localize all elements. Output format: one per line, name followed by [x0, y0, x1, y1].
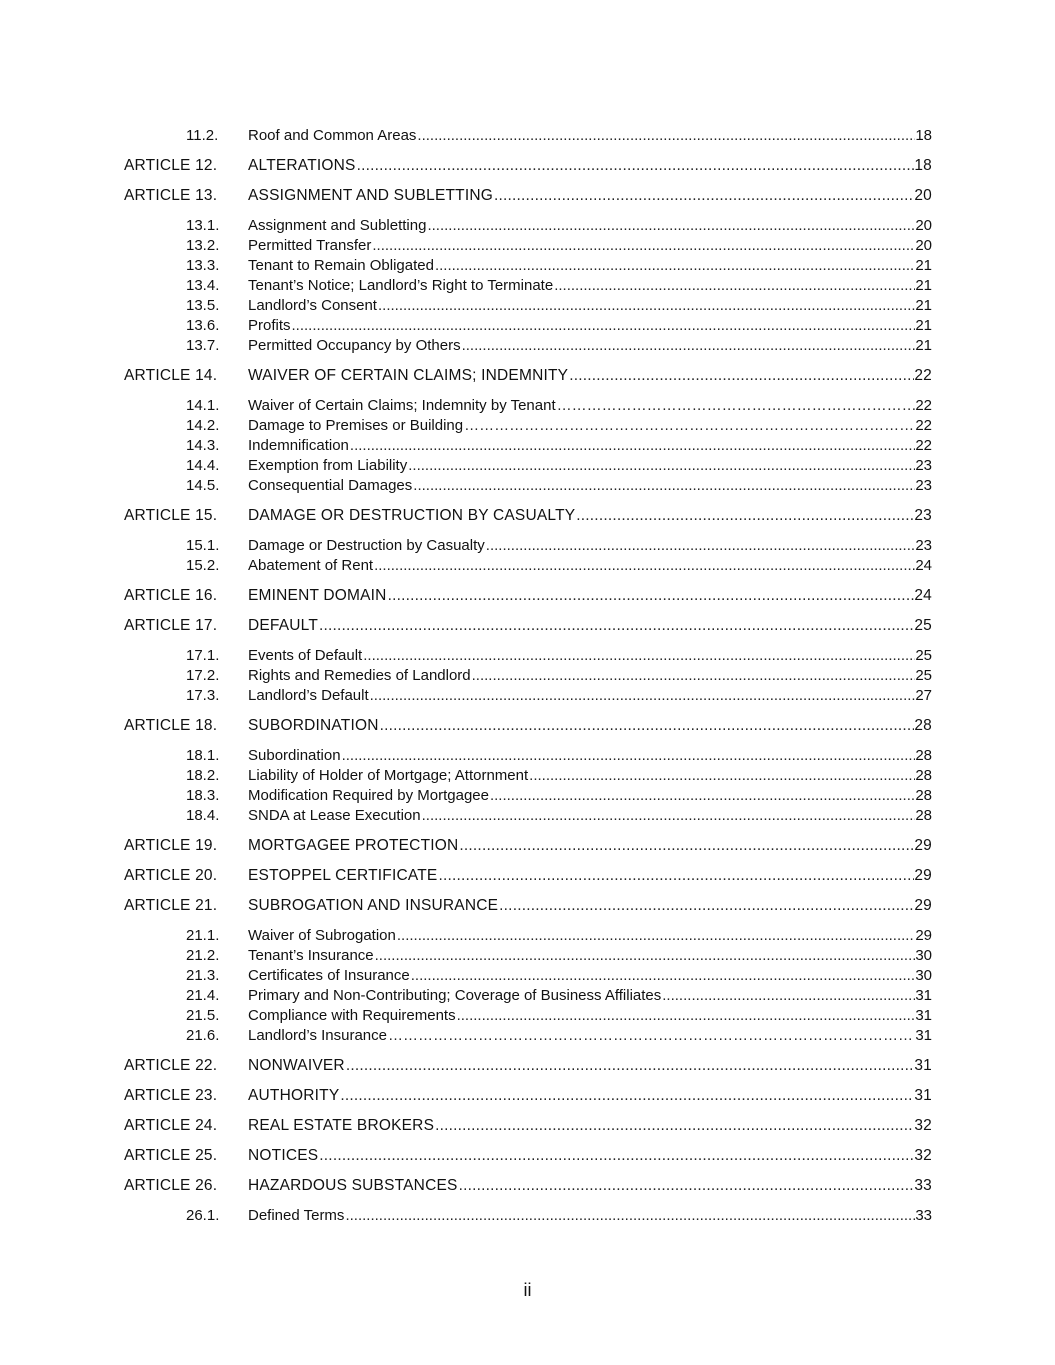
toc-entry-title: Landlord’s Default — [248, 687, 369, 704]
toc-entry-number: 17.3. — [186, 687, 220, 704]
toc-entry-number: ARTICLE 18. — [124, 717, 218, 734]
toc-section-entry[interactable] — [124, 476, 932, 496]
toc-entry-line — [248, 966, 932, 986]
toc-article-entry[interactable] — [124, 1056, 932, 1076]
dot-leader — [340, 1086, 914, 1106]
dot-leader — [554, 276, 915, 296]
dot-leader — [472, 666, 916, 686]
toc-article-entry[interactable] — [124, 366, 932, 386]
toc-entry-page: 21 — [915, 257, 932, 274]
toc-entry-line — [248, 216, 932, 236]
toc-entry-page: 30 — [915, 967, 932, 984]
toc-entry-title: DEFAULT — [248, 617, 319, 634]
toc-entry-line — [248, 256, 932, 276]
toc-entry-page: 24 — [914, 587, 932, 604]
toc-entry-page: 29 — [915, 927, 932, 944]
toc-entry-page: 20 — [914, 187, 932, 204]
toc-section-entry[interactable] — [124, 536, 932, 556]
dot-leader — [417, 126, 915, 146]
dot-leader — [342, 746, 916, 766]
toc-section-entry[interactable] — [124, 216, 932, 236]
dot-leader — [350, 436, 915, 456]
toc-entry-page: 31 — [914, 1087, 932, 1104]
toc-entry-title: AUTHORITY — [248, 1087, 340, 1104]
toc-entry-title: Permitted Transfer — [248, 237, 372, 254]
toc-entry-line — [248, 126, 932, 146]
dot-leader — [388, 1026, 915, 1046]
toc-entry-page: 31 — [915, 987, 932, 1004]
toc-entry-line — [248, 986, 932, 1006]
toc-section-entry[interactable] — [124, 966, 932, 986]
toc-entry-title: Indemnification — [248, 437, 349, 454]
toc-entry-line — [248, 946, 932, 966]
toc-entry-line — [248, 396, 932, 416]
toc-section-entry[interactable] — [124, 926, 932, 946]
toc-section-entry[interactable] — [124, 666, 932, 686]
toc-entry-title: Defined Terms — [248, 1207, 345, 1224]
toc-entry-page: 21 — [915, 277, 932, 294]
dot-leader — [375, 946, 916, 966]
toc-entry-number: ARTICLE 21. — [124, 897, 218, 914]
dot-leader — [397, 926, 915, 946]
toc-entry-page: 18 — [915, 127, 932, 144]
toc-entry-number: 15.2. — [186, 557, 220, 574]
toc-entry-number: 17.2. — [186, 667, 220, 684]
toc-entry-line — [248, 1206, 932, 1226]
toc-entry-number: ARTICLE 12. — [124, 157, 218, 174]
dot-leader — [576, 506, 914, 526]
dot-leader — [370, 686, 916, 706]
toc-entry-title: Damage to Premises or Building — [248, 417, 464, 434]
dot-leader — [435, 1116, 914, 1136]
toc-entry-page: 23 — [915, 457, 932, 474]
toc-entry-number: 21.1. — [186, 927, 220, 944]
toc-entry-title: Waiver of Subrogation — [248, 927, 396, 944]
toc-section-entry[interactable] — [124, 986, 932, 1006]
toc-section-entry[interactable] — [124, 126, 932, 146]
toc-entry-number: 14.3. — [186, 437, 220, 454]
toc-entry-title: SNDA at Lease Execution — [248, 807, 421, 824]
toc-entry-title: ESTOPPEL CERTIFICATE — [248, 867, 438, 884]
toc-entry-number: 17.1. — [186, 647, 220, 664]
dot-leader — [427, 216, 915, 236]
toc-entry-number: ARTICLE 23. — [124, 1087, 218, 1104]
toc-entry-title: Waiver of Certain Claims; Indemnity by Tenant — [248, 397, 556, 414]
dot-leader — [413, 476, 915, 496]
toc-entry-page: 28 — [915, 787, 932, 804]
toc-entry-title: Consequential Damages — [248, 477, 413, 494]
toc-entry-number: 13.3. — [186, 257, 220, 274]
dot-leader — [494, 186, 914, 206]
toc-article-entry[interactable] — [124, 186, 932, 206]
dot-leader — [422, 806, 916, 826]
toc-entry-number: 11.2. — [186, 127, 219, 144]
toc-entry-number: 13.2. — [186, 237, 220, 254]
dot-leader — [346, 1056, 915, 1076]
toc-section-entry[interactable] — [124, 746, 932, 766]
toc-entry-title: ASSIGNMENT AND SUBLETTING — [248, 187, 494, 204]
toc-entry-line — [248, 716, 932, 736]
toc-entry-line — [248, 316, 932, 336]
dot-leader — [459, 1176, 915, 1196]
toc-article-entry[interactable] — [124, 506, 932, 526]
dot-leader — [378, 296, 915, 316]
toc-section-entry[interactable] — [124, 766, 932, 786]
toc-entry-title: REAL ESTATE BROKERS — [248, 1117, 435, 1134]
toc-entry-line — [248, 1146, 932, 1166]
dot-leader — [557, 396, 916, 416]
toc-entry-title: HAZARDOUS SUBSTANCES — [248, 1177, 458, 1194]
toc-entry-number: 13.1. — [186, 217, 220, 234]
toc-entry-title: Liability of Holder of Mortgage; Attornment — [248, 767, 529, 784]
toc-entry-line — [248, 646, 932, 666]
dot-leader — [292, 316, 916, 336]
table-of-contents — [124, 126, 932, 1226]
toc-article-entry[interactable] — [124, 586, 932, 606]
toc-entry-number: 14.5. — [186, 477, 220, 494]
toc-section-entry[interactable] — [124, 946, 932, 966]
toc-entry-line — [248, 506, 932, 526]
toc-entry-title: Tenant’s Insurance — [248, 947, 374, 964]
toc-entry-number: 15.1. — [186, 537, 220, 554]
dot-leader — [380, 716, 915, 736]
toc-entry-title: Rights and Remedies of Landlord — [248, 667, 471, 684]
dot-leader — [388, 586, 915, 606]
dot-leader — [438, 866, 914, 886]
toc-entry-title: Landlord’s Consent — [248, 297, 377, 314]
toc-entry-number: 13.5. — [186, 297, 220, 314]
toc-entry-page: 31 — [915, 1007, 932, 1024]
toc-article-entry[interactable] — [124, 1146, 932, 1166]
toc-entry-title: Modification Required by Mortgagee — [248, 787, 489, 804]
toc-entry-page: 23 — [914, 507, 932, 524]
toc-entry-title: Subordination — [248, 747, 341, 764]
toc-entry-title: Tenant’s Notice; Landlord’s Right to Terminate — [248, 277, 554, 294]
toc-article-entry[interactable] — [124, 1086, 932, 1106]
toc-article-entry[interactable] — [124, 616, 932, 636]
toc-section-entry[interactable] — [124, 416, 932, 436]
toc-entry-page: 18 — [914, 157, 932, 174]
toc-entry-number: ARTICLE 15. — [124, 507, 218, 524]
toc-section-entry[interactable] — [124, 806, 932, 826]
toc-entry-title: Events of Default — [248, 647, 363, 664]
toc-entry-page: 25 — [915, 647, 932, 664]
dot-leader — [408, 456, 915, 476]
toc-entry-title: Profits — [248, 317, 291, 334]
toc-article-entry[interactable] — [124, 156, 932, 176]
toc-entry-page: 23 — [915, 477, 932, 494]
toc-entry-title: SUBROGATION AND INSURANCE — [248, 897, 499, 914]
toc-entry-number: 18.2. — [186, 767, 220, 784]
toc-entry-number: ARTICLE 22. — [124, 1057, 218, 1074]
toc-entry-line — [248, 1086, 932, 1106]
toc-entry-line — [248, 296, 932, 316]
toc-entry-line — [248, 456, 932, 476]
dot-leader — [457, 1006, 916, 1026]
toc-entry-number: 21.5. — [186, 1007, 220, 1024]
dot-leader — [363, 646, 915, 666]
toc-section-entry[interactable] — [124, 456, 932, 476]
toc-entry-page: 20 — [915, 237, 932, 254]
toc-entry-number: 18.1. — [186, 747, 220, 764]
toc-entry-line — [248, 786, 932, 806]
toc-entry-page: 32 — [914, 1117, 932, 1134]
toc-section-entry[interactable] — [124, 276, 932, 296]
toc-entry-title: ALTERATIONS — [248, 157, 356, 174]
toc-entry-line — [248, 616, 932, 636]
toc-entry-page: 33 — [914, 1177, 932, 1194]
toc-entry-number: 14.1. — [186, 397, 220, 414]
toc-entry-line — [248, 866, 932, 886]
toc-article-entry[interactable] — [124, 836, 932, 856]
toc-entry-line — [248, 556, 932, 576]
toc-entry-title: Certificates of Insurance — [248, 967, 410, 984]
toc-entry-line — [248, 926, 932, 946]
toc-entry-page: 22 — [915, 417, 932, 434]
dot-leader — [569, 366, 914, 386]
toc-entry-title: NOTICES — [248, 1147, 319, 1164]
toc-entry-line — [248, 896, 932, 916]
dot-leader — [662, 986, 915, 1006]
toc-entry-title: NONWAIVER — [248, 1057, 345, 1074]
toc-entry-page: 31 — [914, 1057, 932, 1074]
dot-leader — [486, 536, 916, 556]
dot-leader — [374, 556, 915, 576]
toc-entry-line — [248, 1056, 932, 1076]
toc-entry-page: 22 — [915, 437, 932, 454]
toc-article-entry[interactable] — [124, 896, 932, 916]
toc-entry-number: 21.6. — [186, 1027, 220, 1044]
toc-entry-page: 31 — [915, 1027, 932, 1044]
dot-leader — [411, 966, 916, 986]
toc-entry-number: ARTICLE 16. — [124, 587, 218, 604]
toc-entry-line — [248, 276, 932, 296]
toc-entry-number: ARTICLE 13. — [124, 187, 218, 204]
toc-entry-line — [248, 1116, 932, 1136]
toc-entry-number: ARTICLE 26. — [124, 1177, 218, 1194]
dot-leader — [357, 156, 915, 176]
toc-section-entry[interactable] — [124, 396, 932, 416]
toc-section-entry[interactable] — [124, 556, 932, 576]
toc-entry-number: 13.7. — [186, 337, 220, 354]
toc-section-entry[interactable] — [124, 436, 932, 456]
toc-entry-title: Landlord’s Insurance — [248, 1027, 387, 1044]
toc-entry-line — [248, 766, 932, 786]
toc-entry-line — [248, 1006, 932, 1026]
dot-leader — [435, 256, 915, 276]
toc-entry-number: ARTICLE 19. — [124, 837, 218, 854]
toc-article-entry[interactable] — [124, 1116, 932, 1136]
toc-entry-title: WAIVER OF CERTAIN CLAIMS; INDEMNITY — [248, 367, 569, 384]
toc-entry-page: 22 — [914, 367, 932, 384]
toc-entry-number: ARTICLE 17. — [124, 617, 218, 634]
toc-entry-page: 20 — [915, 217, 932, 234]
toc-entry-page: 21 — [915, 317, 932, 334]
toc-section-entry[interactable] — [124, 316, 932, 336]
toc-entry-page: 28 — [915, 747, 932, 764]
toc-entry-title: Primary and Non-Contributing; Coverage of Business Affiliates — [248, 987, 662, 1004]
toc-entry-page: 27 — [915, 687, 932, 704]
dot-leader — [345, 1206, 915, 1226]
page-number: ii — [523, 1280, 532, 1300]
toc-entry-page: 29 — [914, 837, 932, 854]
dot-leader — [319, 616, 914, 636]
toc-section-entry[interactable] — [124, 646, 932, 666]
toc-entry-number: 21.4. — [186, 987, 220, 1004]
toc-entry-page: 24 — [915, 557, 932, 574]
toc-entry-number: ARTICLE 14. — [124, 367, 218, 384]
toc-entry-title: Permitted Occupancy by Others — [248, 337, 461, 354]
toc-entry-number: 18.4. — [186, 807, 220, 824]
toc-entry-page: 32 — [914, 1147, 932, 1164]
toc-entry-line — [248, 366, 932, 386]
toc-entry-number: 14.2. — [186, 417, 220, 434]
dot-leader — [459, 836, 914, 856]
toc-section-entry[interactable] — [124, 336, 932, 356]
toc-entry-line — [248, 746, 932, 766]
toc-entry-title: Assignment and Subletting — [248, 217, 427, 234]
toc-entry-page: 25 — [914, 617, 932, 634]
toc-entry-line — [248, 1176, 932, 1196]
dot-leader — [464, 416, 915, 436]
toc-entry-number: 13.6. — [186, 317, 220, 334]
toc-entry-number: ARTICLE 24. — [124, 1117, 218, 1134]
toc-entry-line — [248, 806, 932, 826]
toc-entry-title: EMINENT DOMAIN — [248, 587, 387, 604]
toc-entry-number: 14.4. — [186, 457, 220, 474]
toc-section-entry[interactable] — [124, 236, 932, 256]
toc-entry-number: 21.2. — [186, 947, 220, 964]
toc-entry-page: 21 — [915, 337, 932, 354]
toc-entry-line — [248, 536, 932, 556]
toc-entry-number: 18.3. — [186, 787, 220, 804]
toc-entry-page: 21 — [915, 297, 932, 314]
toc-article-entry[interactable] — [124, 866, 932, 886]
toc-entry-line — [248, 186, 932, 206]
toc-entry-line — [248, 1026, 932, 1046]
toc-entry-page: 28 — [915, 767, 932, 784]
toc-entry-title: Exemption from Liability — [248, 457, 408, 474]
toc-entry-number: ARTICLE 25. — [124, 1147, 218, 1164]
toc-section-entry[interactable] — [124, 1026, 932, 1046]
toc-article-entry[interactable] — [124, 1176, 932, 1196]
dot-leader — [490, 786, 915, 806]
toc-entry-line — [248, 686, 932, 706]
toc-entry-number: 13.4. — [186, 277, 220, 294]
toc-entry-page: 22 — [915, 397, 932, 414]
toc-entry-line — [248, 416, 932, 436]
toc-entry-title: Tenant to Remain Obligated — [248, 257, 434, 274]
toc-entry-number: 26.1. — [186, 1207, 220, 1224]
dot-leader — [372, 236, 915, 256]
dot-leader — [499, 896, 914, 916]
toc-entry-line — [248, 156, 932, 176]
toc-entry-title: SUBORDINATION — [248, 717, 379, 734]
toc-entry-line — [248, 666, 932, 686]
toc-entry-page: 25 — [915, 667, 932, 684]
toc-entry-number: 21.3. — [186, 967, 220, 984]
toc-entry-page: 29 — [914, 867, 932, 884]
toc-entry-line — [248, 476, 932, 496]
dot-leader — [529, 766, 915, 786]
toc-section-entry[interactable] — [124, 686, 932, 706]
toc-entry-page: 29 — [914, 897, 932, 914]
toc-section-entry[interactable] — [124, 296, 932, 316]
toc-entry-title: MORTGAGEE PROTECTION — [248, 837, 459, 854]
toc-entry-number: ARTICLE 20. — [124, 867, 218, 884]
toc-entry-title: Roof and Common Areas — [248, 127, 417, 144]
toc-entry-title: DAMAGE OR DESTRUCTION BY CASUALTY — [248, 507, 576, 524]
toc-entry-line — [248, 586, 932, 606]
toc-section-entry[interactable] — [124, 1006, 932, 1026]
toc-entry-page: 33 — [915, 1207, 932, 1224]
toc-section-entry[interactable] — [124, 1206, 932, 1226]
toc-article-entry[interactable] — [124, 716, 932, 736]
toc-entry-page: 23 — [915, 537, 932, 554]
dot-leader — [319, 1146, 914, 1166]
toc-entry-line — [248, 836, 932, 856]
toc-entry-title: Compliance with Requirements — [248, 1007, 456, 1024]
toc-entry-title: Abatement of Rent — [248, 557, 374, 574]
toc-entry-page: 28 — [914, 717, 932, 734]
toc-entry-page: 30 — [915, 947, 932, 964]
toc-entry-line — [248, 336, 932, 356]
toc-section-entry[interactable] — [124, 786, 932, 806]
dot-leader — [462, 336, 916, 356]
toc-entry-title: Damage or Destruction by Casualty — [248, 537, 485, 554]
toc-entry-line — [248, 236, 932, 256]
toc-section-entry[interactable] — [124, 256, 932, 276]
toc-entry-line — [248, 436, 932, 456]
toc-entry-page: 28 — [915, 807, 932, 824]
